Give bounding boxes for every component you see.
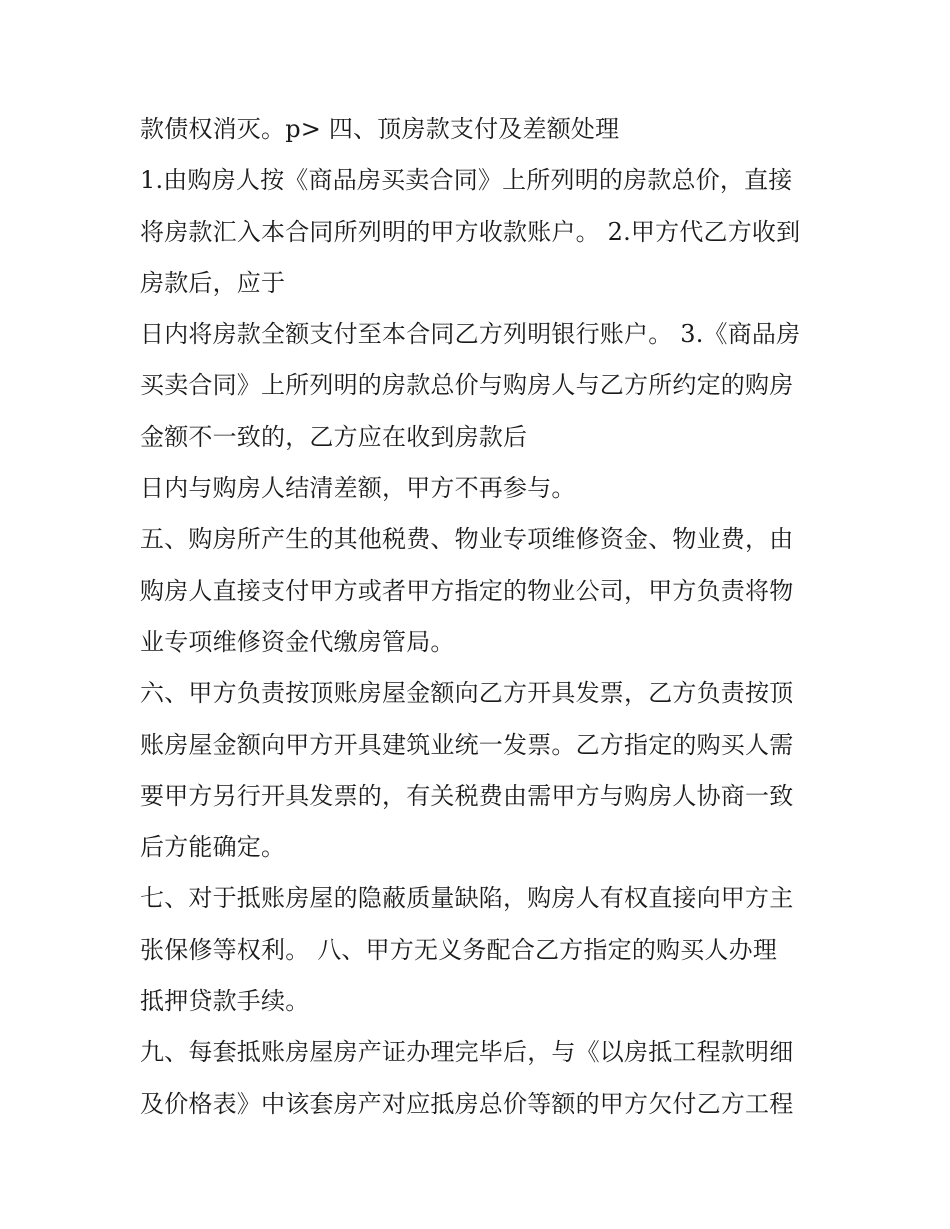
text-line: 七、对于抵账房屋的隐蔽质量缺陷，购房人有权直接向甲方主 bbox=[140, 884, 794, 913]
text-line: 张保修等权利。 八、甲方无义务配合乙方指定的购买人办理 bbox=[140, 935, 778, 964]
text-line: 房款后，应于 bbox=[140, 268, 286, 297]
text-line: 日内将房款全额支付至本合同乙方列明银行账户。 3.《商品房 bbox=[140, 320, 801, 349]
text-line: 五、购房所产生的其他税费、物业专项维修资金、物业费，由 bbox=[140, 525, 794, 554]
text-line: 九、每套抵账房屋房产证办理完毕后，与《以房抵工程款明细 bbox=[140, 1038, 794, 1067]
text-line: 六、甲方负责按顶账房屋金额向乙方开具发票，乙方负责按顶 bbox=[140, 679, 794, 708]
text-line: 买卖合同》上所列明的房款总价与购房人与乙方所约定的购房 bbox=[140, 371, 794, 400]
text-line: 业专项维修资金代缴房管局。 bbox=[140, 627, 455, 656]
text-line: 日内与购房人结清差额，甲方不再参与。 bbox=[140, 474, 576, 503]
text-line: 1.由购房人按《商品房买卖合同》上所列明的房款总价，直接 bbox=[140, 166, 793, 195]
text-line: 购房人直接支付甲方或者甲方指定的物业公司，甲方负责将物 bbox=[140, 576, 794, 605]
text-line: 及价格表》中该套房产对应抵房总价等额的甲方欠付乙方工程 bbox=[140, 1089, 794, 1118]
text-line: 账房屋金额向甲方开具建筑业统一发票。乙方指定的购买人需 bbox=[140, 730, 794, 759]
text-line: 款债权消灭。p> 四、顶房款支付及差额处理 bbox=[140, 115, 620, 143]
text-line: 后方能确定。 bbox=[140, 833, 286, 862]
text-line: 要甲方另行开具发票的，有关税费由需甲方与购房人协商一致 bbox=[140, 781, 794, 810]
text-line: 金额不一致的，乙方应在收到房款后 bbox=[140, 422, 528, 451]
text-line: 将房款汇入本合同所列明的甲方收款账户。 2.甲方代乙方收到 bbox=[140, 217, 801, 246]
text-line: 抵押贷款手续。 bbox=[140, 987, 310, 1016]
document-body bbox=[140, 104, 820, 1130]
